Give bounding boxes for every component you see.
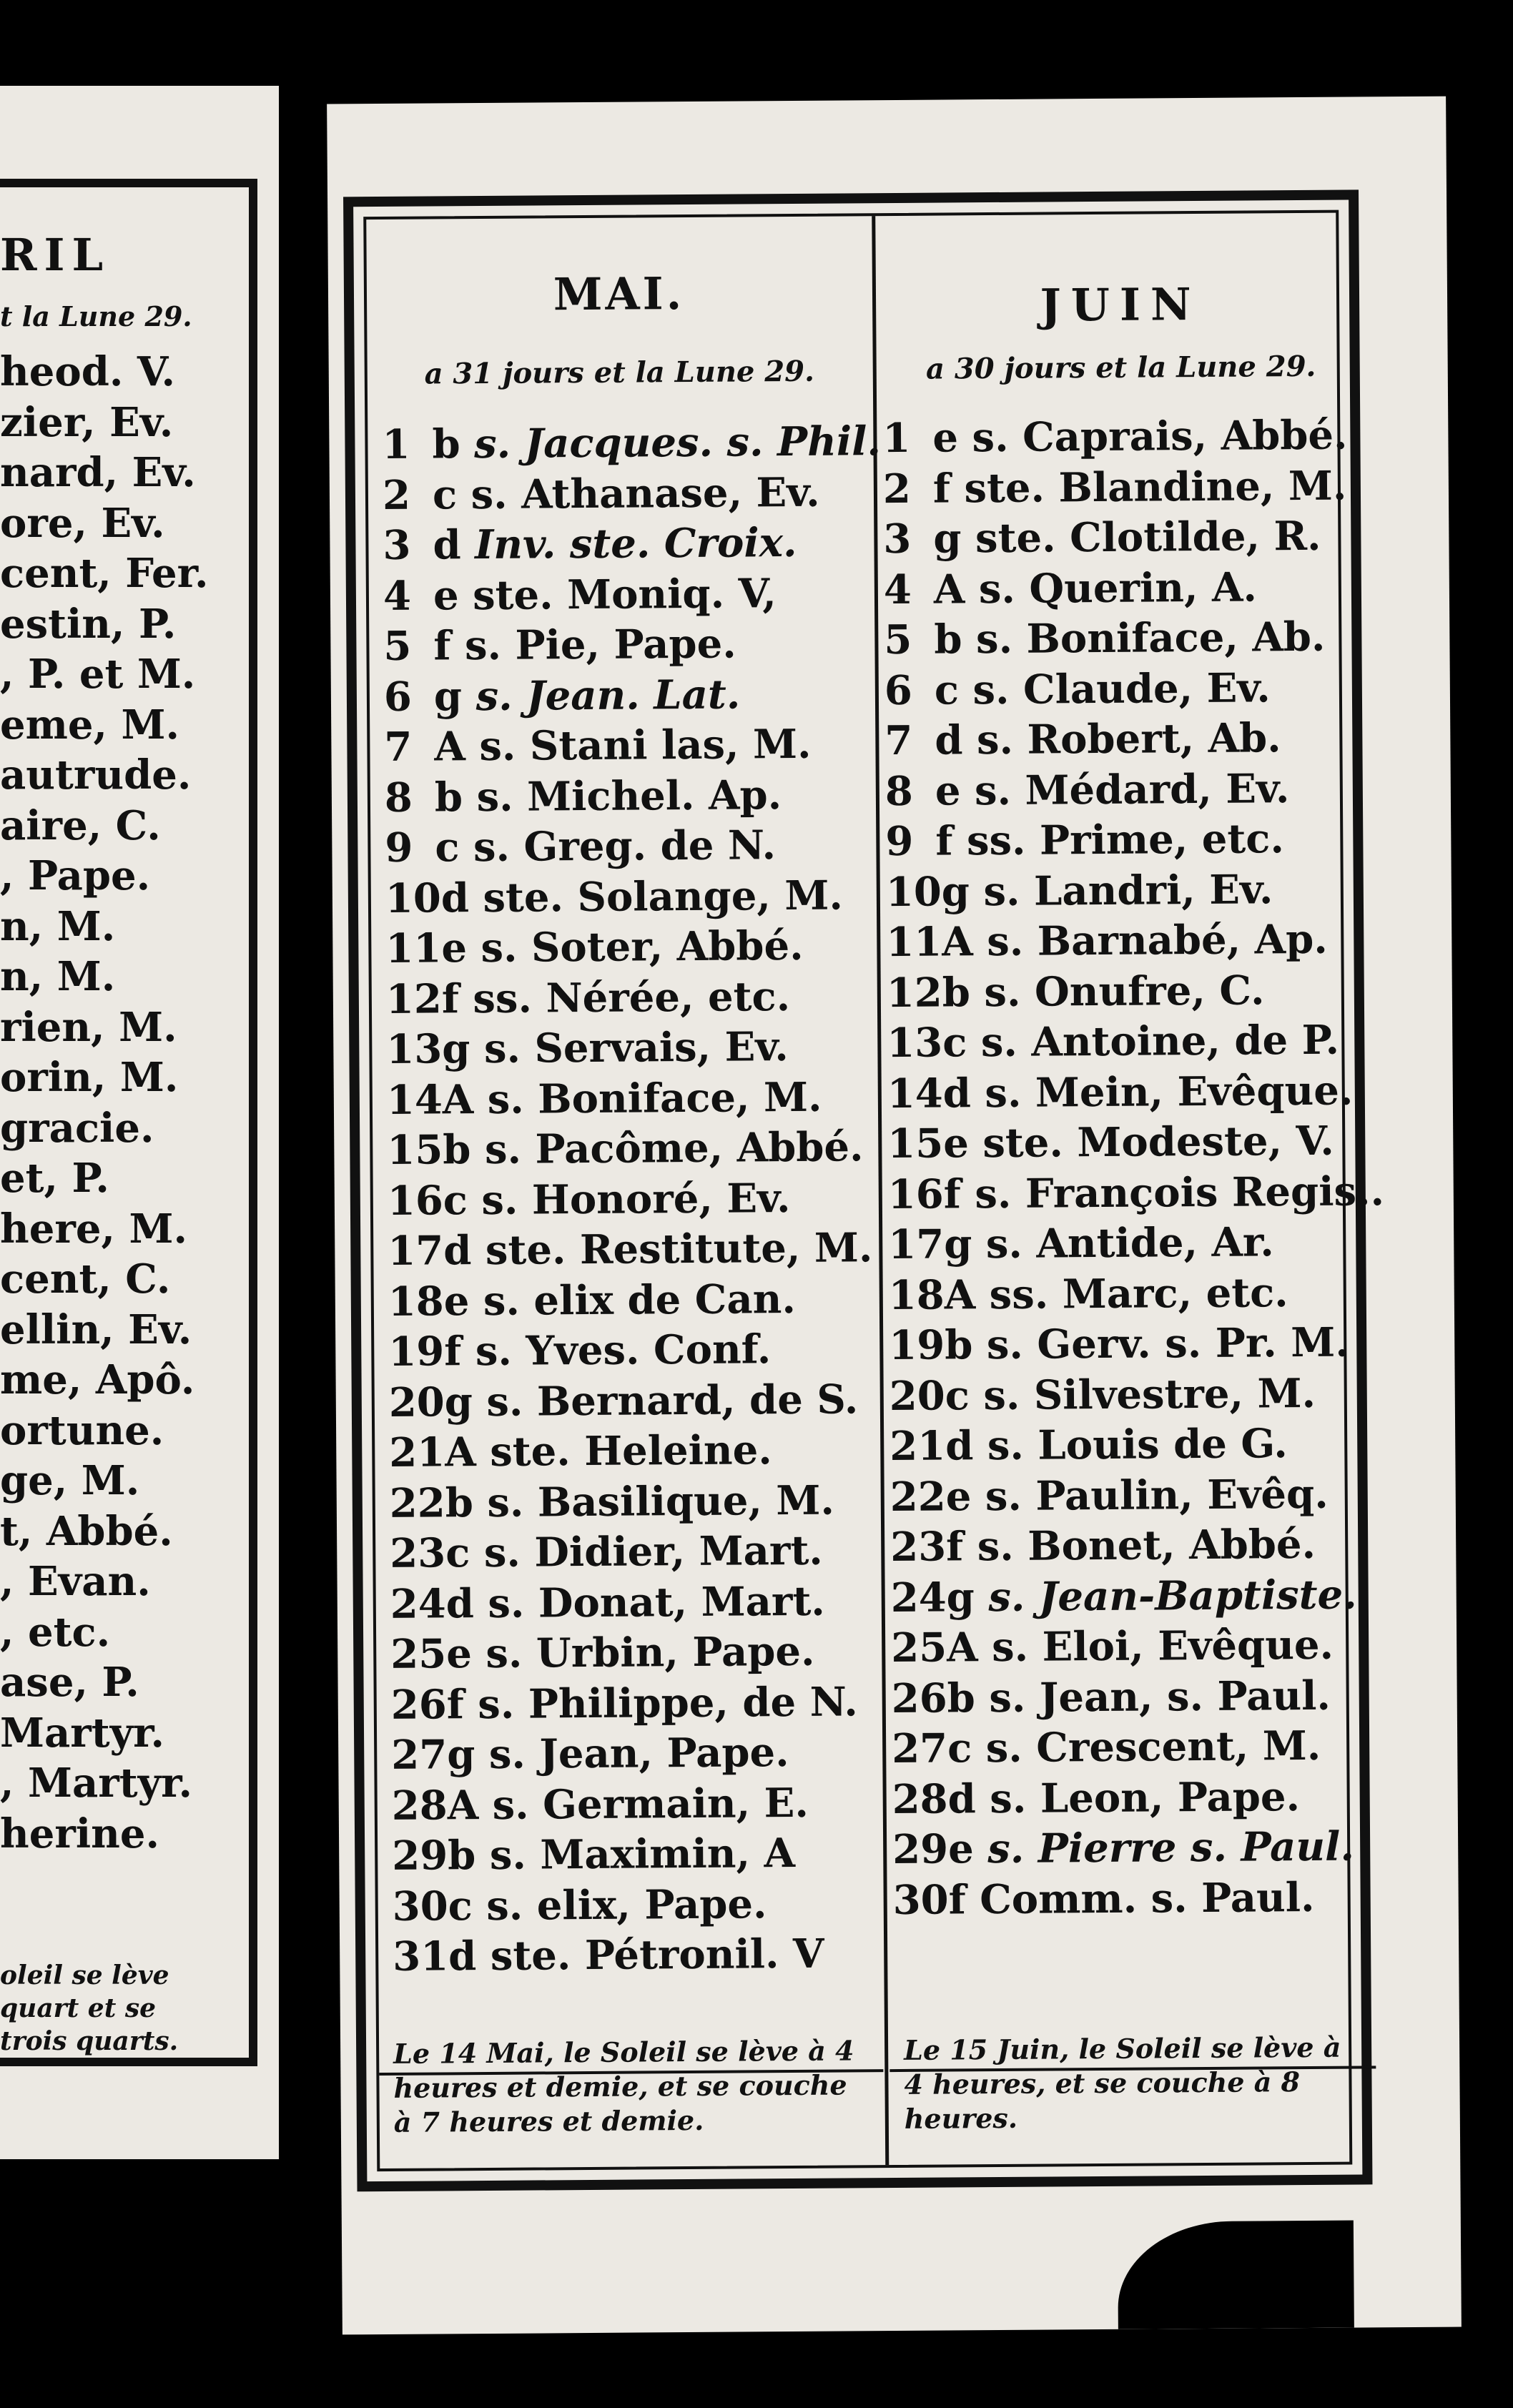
day-list-juin — [878, 410, 1385, 1925]
month-title-mai: MAI. — [553, 267, 685, 321]
day-row — [390, 1475, 879, 1529]
day-number: 6 — [383, 673, 413, 721]
left-month-subtitle: t la Lune 29. — [0, 300, 192, 332]
day-row — [892, 1821, 1374, 1875]
saint-name: s. Didier, Mart. — [483, 1526, 824, 1577]
dominical-letter: d — [443, 1227, 472, 1275]
day-number: 1 — [382, 420, 410, 468]
day-number: 13 — [887, 1019, 943, 1067]
day-row — [884, 712, 1366, 766]
left-month-title: RIL — [0, 229, 111, 281]
left-day-row: zier, Ev. — [0, 398, 174, 446]
saint-name: s. elix de Can. — [483, 1275, 797, 1325]
day-list-mai — [368, 416, 882, 1982]
day-row — [888, 1216, 1370, 1270]
day-row — [383, 517, 872, 571]
left-day-list — [0, 347, 208, 1859]
left-day-row: ellin, Ev. — [0, 1306, 192, 1353]
day-number: 14 — [887, 1070, 943, 1117]
saint-name: s. Mein, Evêque. — [985, 1067, 1354, 1117]
day-number: 5 — [383, 622, 412, 670]
left-day-row: , Martyr. — [0, 1760, 193, 1807]
day-row — [388, 1223, 877, 1276]
day-number: 17 — [388, 1227, 444, 1275]
day-number: 22 — [889, 1473, 946, 1521]
dominical-letter: b — [434, 773, 463, 821]
saint-name: s. Paulin, Evêq. — [985, 1470, 1329, 1520]
day-row — [889, 1267, 1371, 1321]
saint-name: s. Michel. Ap. — [476, 771, 782, 821]
dominical-letter: A — [447, 1781, 479, 1829]
dominical-letter: g — [946, 1573, 975, 1622]
day-row — [890, 1469, 1372, 1522]
day-row — [887, 964, 1369, 1018]
day-row — [383, 618, 873, 671]
dominical-letter: b — [944, 1321, 973, 1369]
left-day-row: estin, P. — [0, 600, 177, 648]
day-row — [391, 1727, 881, 1780]
day-row — [387, 1072, 877, 1125]
saint-name: s. Leon, Pape. — [990, 1772, 1301, 1822]
saint-name: s. Basilique, M. — [487, 1476, 835, 1526]
day-row — [885, 813, 1367, 867]
saint-name: s. Germain, E. — [492, 1779, 809, 1829]
dominical-letter: d — [935, 716, 963, 764]
day-number: 9 — [385, 824, 413, 872]
dominical-letter: f — [945, 1523, 964, 1571]
dominical-letter: f — [433, 622, 451, 670]
saint-name: ss. Marc, etc. — [989, 1268, 1288, 1318]
saint-name: ste. Solange, M. — [483, 871, 844, 922]
day-number: 10 — [885, 868, 942, 916]
day-number: 30 — [892, 1875, 949, 1924]
dominical-letter: d — [445, 1579, 475, 1627]
left-sun-note — [0, 1959, 178, 2058]
day-row — [886, 914, 1368, 967]
dominical-letter: A — [942, 918, 973, 966]
saint-name: ste. Blandine, M. — [964, 462, 1347, 512]
dominical-letter: b — [447, 1832, 476, 1880]
left-day-row: heod. V. — [0, 348, 175, 395]
day-row — [887, 1166, 1385, 1220]
dominical-letter: e — [433, 571, 459, 619]
day-number: 15 — [887, 1120, 944, 1168]
left-day-row: gracie. — [0, 1104, 154, 1152]
dominical-letter: c — [942, 1019, 967, 1067]
day-number: 22 — [389, 1479, 445, 1527]
dominical-letter: e — [445, 1630, 473, 1678]
dominical-letter: d — [947, 1775, 977, 1822]
left-note-line: quart et se — [0, 1993, 157, 2023]
saint-name: s. Louis de G. — [987, 1420, 1288, 1470]
day-row — [892, 1771, 1374, 1825]
day-row — [383, 467, 872, 520]
dominical-letter: b — [445, 1479, 474, 1526]
saint-name: s. Eloi, Evêque. — [991, 1621, 1334, 1672]
saint-name: s. Yves. Conf. — [475, 1326, 772, 1376]
day-number: 12 — [385, 974, 443, 1023]
day-number: 8 — [884, 767, 914, 815]
day-row — [393, 1928, 882, 1982]
dominical-letter: e — [441, 924, 468, 972]
left-note-line: trois quarts. — [0, 2026, 179, 2056]
day-number: 29 — [892, 1825, 949, 1874]
left-day-row: here, M. — [0, 1205, 187, 1253]
dominical-letter: A — [442, 1075, 474, 1123]
saint-name: s. Pacôme, Abbé. — [484, 1123, 864, 1173]
day-number: 13 — [386, 1025, 443, 1073]
dominical-letter: d — [433, 521, 461, 569]
saint-name: s. Honoré, Ev. — [481, 1174, 791, 1224]
day-number: 15 — [387, 1126, 443, 1174]
day-row — [386, 971, 876, 1025]
left-day-row: herine. — [0, 1810, 159, 1857]
day-row — [889, 1418, 1371, 1471]
dominical-letter: c — [432, 470, 458, 518]
saint-name: ste. Moniq. V, — [472, 569, 777, 619]
day-row — [882, 410, 1364, 463]
saint-name: s. Stani las, M. — [479, 720, 812, 771]
day-row — [389, 1424, 879, 1478]
saint-name: s. Jean, Pape. — [488, 1729, 789, 1778]
day-row — [883, 510, 1365, 564]
saint-name: Comm. s. Paul. — [979, 1873, 1315, 1923]
dominical-letter: f — [943, 1170, 962, 1218]
dominical-letter: A — [944, 1270, 976, 1319]
saint-name: s. Philippe, de N. — [478, 1677, 858, 1728]
day-row — [884, 561, 1366, 615]
saint-name: s. Donat, Mart. — [488, 1577, 826, 1627]
left-day-row: eme, M. — [0, 701, 179, 749]
dominical-letter: e — [932, 414, 959, 462]
day-row — [883, 460, 1365, 514]
day-row — [386, 1021, 876, 1075]
day-row — [887, 1115, 1369, 1169]
day-row — [887, 1015, 1369, 1068]
saint-name: s. Barnabé, Ap. — [986, 915, 1328, 966]
dominical-letter: c — [448, 1882, 473, 1930]
month-subtitle-juin: a 30 jours et la Lune 29. — [925, 349, 1316, 386]
day-number: 28 — [892, 1775, 948, 1823]
saint-name: ste. Pétronil. V — [490, 1930, 824, 1980]
left-day-row: t, Abbé. — [0, 1507, 173, 1555]
dominical-letter: b — [942, 968, 971, 1017]
day-number: 23 — [890, 1523, 947, 1571]
day-row — [891, 1619, 1373, 1673]
day-number: 8 — [384, 774, 413, 821]
left-day-row: orin, M. — [0, 1054, 179, 1101]
day-row — [890, 1519, 1372, 1572]
saint-name: s. Boniface, Ab. — [975, 613, 1326, 663]
day-number: 27 — [891, 1724, 948, 1773]
day-number: 3 — [883, 515, 912, 563]
saint-name: s. Servais, Ev. — [483, 1023, 789, 1072]
day-number: 25 — [390, 1630, 447, 1678]
saint-name: s. Athanase, Ev. — [470, 468, 820, 518]
day-row — [385, 819, 874, 873]
left-day-row: ortune. — [0, 1406, 164, 1454]
saint-name: s. Gerv. s. Pr. M. — [986, 1318, 1349, 1369]
sun-note-mai: Le 14 Mai, le Soleil se lève à 4 heures et demie, et se couche à 7 heures et demie. — [393, 2034, 854, 2138]
dominical-letter: A — [933, 565, 965, 613]
dominical-letter: f — [935, 817, 953, 865]
day-row — [891, 1670, 1373, 1724]
dominical-letter: f — [932, 464, 951, 513]
dominical-letter: d — [440, 874, 470, 922]
month-column-juin — [877, 212, 1385, 2165]
dominical-letter: A — [434, 723, 466, 771]
day-row — [389, 1374, 879, 1428]
saint-name: s. Médard, Ev. — [974, 764, 1290, 814]
saint-name: s. François Regis.. — [975, 1167, 1385, 1218]
saint-name: s. Bonet, Abbé. — [977, 1520, 1316, 1571]
dominical-letter: b — [947, 1674, 976, 1722]
dominical-letter: e — [945, 1472, 972, 1521]
day-row — [884, 611, 1366, 665]
dominical-letter: f — [446, 1680, 465, 1728]
saint-name: s. Bernard, de S. — [486, 1375, 859, 1426]
dominical-letter: g — [933, 515, 962, 563]
dominical-letter: c — [435, 824, 460, 872]
day-number: 16 — [887, 1170, 944, 1218]
dominical-letter: g — [444, 1378, 473, 1426]
day-row — [384, 668, 874, 722]
day-row — [385, 870, 875, 924]
day-row — [385, 920, 875, 974]
saint-name: s. Antide, Ar. — [985, 1218, 1275, 1268]
day-number: 21 — [889, 1422, 946, 1471]
left-day-row: cent, Fer. — [0, 550, 209, 597]
saint-name: s. Boniface, M. — [487, 1073, 822, 1123]
day-number: 21 — [389, 1428, 445, 1476]
day-number: 17 — [888, 1220, 945, 1269]
day-number: 28 — [391, 1781, 448, 1830]
day-number: 12 — [886, 969, 942, 1017]
saint-name: s. elix, Pape. — [486, 1880, 767, 1930]
left-day-row: , etc. — [0, 1608, 111, 1656]
day-number: 4 — [883, 566, 912, 613]
dominical-letter: g — [943, 1220, 972, 1268]
left-page-fragment — [0, 86, 279, 2159]
day-row — [392, 1827, 882, 1881]
left-day-row: , Evan. — [0, 1558, 151, 1605]
day-number: 31 — [392, 1933, 449, 1980]
saint-name: s. Greg. de N. — [473, 821, 777, 872]
saint-name: ste. Clotilde, R. — [975, 512, 1321, 563]
day-number: 3 — [383, 521, 411, 569]
dominical-letter: e — [443, 1277, 470, 1325]
left-day-row: cent, C. — [0, 1255, 171, 1303]
dominical-letter: c — [945, 1371, 970, 1420]
month-title-juin: JUIN — [1040, 277, 1201, 332]
day-number: 24 — [890, 1574, 947, 1622]
day-row — [384, 719, 874, 772]
dominical-letter: g — [442, 1025, 470, 1073]
calendar-page — [327, 97, 1462, 2335]
torn-corner — [1118, 2221, 1354, 2329]
day-row — [390, 1576, 880, 1629]
day-row — [885, 763, 1367, 816]
left-day-row: Martyr. — [0, 1709, 165, 1757]
saint-name: s. Pie, Pape. — [464, 620, 736, 670]
day-number: 26 — [891, 1674, 947, 1722]
day-number: 25 — [890, 1624, 947, 1672]
saint-name: ste. Modeste, V. — [982, 1117, 1334, 1168]
saint-name: s. Urbin, Pape. — [486, 1627, 815, 1678]
dominical-letter: A — [946, 1624, 978, 1672]
day-row — [392, 1878, 882, 1932]
day-row — [391, 1677, 881, 1730]
saint-name: s. Jean. Lat. — [475, 670, 741, 720]
day-number: 1 — [882, 414, 911, 463]
day-number: 20 — [889, 1372, 945, 1420]
dominical-letter: e — [947, 1825, 974, 1873]
left-day-row: aire, C. — [0, 801, 161, 849]
day-row — [387, 1122, 877, 1175]
saint-name: ste. Restitute, M. — [485, 1224, 873, 1274]
left-day-row: nard, Ev. — [0, 449, 196, 496]
day-number: 10 — [385, 874, 442, 922]
dominical-letter: c — [445, 1529, 470, 1577]
dominical-letter: d — [945, 1422, 974, 1470]
day-number: 7 — [884, 716, 913, 765]
saint-name: ss. Nérée, etc. — [473, 972, 791, 1022]
day-number: 7 — [384, 723, 413, 771]
dominical-letter: c — [947, 1724, 972, 1772]
day-number: 18 — [388, 1277, 444, 1326]
dominical-letter: b — [432, 420, 460, 468]
calendar-frame — [343, 189, 1385, 2191]
dominical-letter: d — [942, 1069, 972, 1117]
day-number: 9 — [885, 817, 914, 866]
left-day-row: autrude. — [0, 751, 192, 799]
saint-name: Inv. ste. Croix. — [474, 518, 797, 569]
month-subtitle-mai: a 31 jours et la Lune 29. — [424, 354, 815, 391]
saint-name: s. Caprais, Abbé. — [972, 411, 1348, 462]
calendar-inner-frame — [363, 210, 1385, 2171]
day-number: 4 — [383, 572, 412, 620]
day-number: 16 — [387, 1176, 444, 1225]
left-note-line: oleil se lève — [0, 1960, 169, 1990]
day-number: 30 — [392, 1882, 448, 1930]
sun-note-juin: Le 15 Juin, le Soleil se lève à 4 heures, et se couche à 8 heures. — [903, 2030, 1341, 2135]
day-row — [889, 1317, 1371, 1371]
dominical-letter: b — [443, 1126, 471, 1174]
left-day-row: n, M. — [0, 902, 116, 950]
dominical-letter: c — [443, 1176, 468, 1224]
day-row — [889, 1368, 1371, 1421]
left-day-row: et, P. — [0, 1155, 109, 1202]
month-column-mai — [366, 216, 884, 2168]
left-day-row: rien, M. — [0, 1003, 177, 1051]
dominical-letter: f — [444, 1328, 462, 1376]
saint-name: s. Maximin, A — [489, 1829, 796, 1879]
left-day-row: ge, M. — [0, 1457, 140, 1504]
saint-name: s. Landri, Ev. — [983, 865, 1273, 915]
day-number: 19 — [388, 1328, 445, 1376]
day-row — [890, 1569, 1372, 1623]
day-number: 29 — [392, 1832, 448, 1880]
dominical-letter: e — [935, 766, 961, 815]
dominical-letter: c — [934, 666, 960, 714]
day-row — [388, 1273, 878, 1327]
day-row — [383, 568, 873, 621]
day-number: 5 — [884, 616, 912, 664]
left-day-row: ase, P. — [0, 1659, 139, 1706]
day-number: 26 — [390, 1680, 447, 1729]
saint-name: s. Silvestre, M. — [983, 1369, 1316, 1419]
dominical-letter: g — [446, 1731, 475, 1779]
left-day-row: ore, Ev. — [0, 499, 165, 547]
day-number: 23 — [390, 1529, 446, 1577]
saint-name: s. Robert, Ab. — [976, 714, 1281, 764]
left-day-row: , Pape. — [0, 852, 151, 899]
day-row — [385, 769, 874, 823]
dominical-letter: b — [934, 616, 962, 663]
day-number: 18 — [888, 1271, 945, 1319]
day-row — [388, 1173, 877, 1226]
saint-name: s. Jacques. s. Phil. — [473, 418, 882, 468]
left-day-row: , P. et M. — [0, 651, 196, 698]
day-number: 11 — [886, 918, 942, 967]
dominical-letter: f — [441, 974, 460, 1022]
saint-name: s. Jean-Baptiste. — [988, 1570, 1357, 1621]
dominical-letter: f — [948, 1875, 966, 1923]
day-row — [392, 1777, 882, 1831]
day-number: 24 — [390, 1579, 446, 1628]
saint-name: s. Onufre, C. — [984, 966, 1265, 1016]
dominical-letter: d — [448, 1933, 477, 1980]
day-row — [388, 1323, 878, 1377]
day-row — [884, 662, 1366, 716]
saint-name: ste. Heleine. — [489, 1426, 772, 1476]
saint-name: s. Claude, Ev. — [972, 663, 1271, 714]
saint-name: s. Querin, A. — [978, 563, 1258, 613]
day-number: 6 — [884, 666, 913, 714]
day-row — [390, 1525, 879, 1579]
day-row — [892, 1720, 1374, 1774]
dominical-letter: A — [445, 1428, 476, 1476]
left-day-row: me, Apô. — [0, 1356, 195, 1403]
saint-name: s. Antoine, de P. — [980, 1016, 1340, 1067]
day-row — [382, 416, 882, 470]
dominical-letter: e — [943, 1120, 970, 1168]
day-row — [390, 1626, 880, 1679]
saint-name: s. Pierre s. Paul. — [987, 1822, 1355, 1873]
day-number: 20 — [388, 1378, 445, 1426]
saint-name: ss. Prime, etc. — [966, 815, 1285, 865]
dominical-letter: g — [433, 672, 463, 720]
dominical-letter: g — [941, 867, 970, 916]
day-row — [886, 864, 1368, 917]
day-number: 19 — [889, 1321, 945, 1370]
day-number: 14 — [386, 1075, 443, 1124]
day-row — [892, 1872, 1374, 1925]
saint-name: s. Crescent, M. — [985, 1722, 1321, 1772]
day-row — [887, 1065, 1369, 1119]
day-number: 11 — [385, 924, 442, 972]
day-number: 27 — [391, 1731, 448, 1779]
left-day-row: n, M. — [0, 953, 116, 1000]
day-number: 2 — [382, 471, 411, 519]
day-number: 2 — [882, 465, 912, 513]
saint-name: s. Soter, Abbé. — [480, 922, 804, 972]
saint-name: s. Jean, s. Paul. — [989, 1672, 1331, 1722]
